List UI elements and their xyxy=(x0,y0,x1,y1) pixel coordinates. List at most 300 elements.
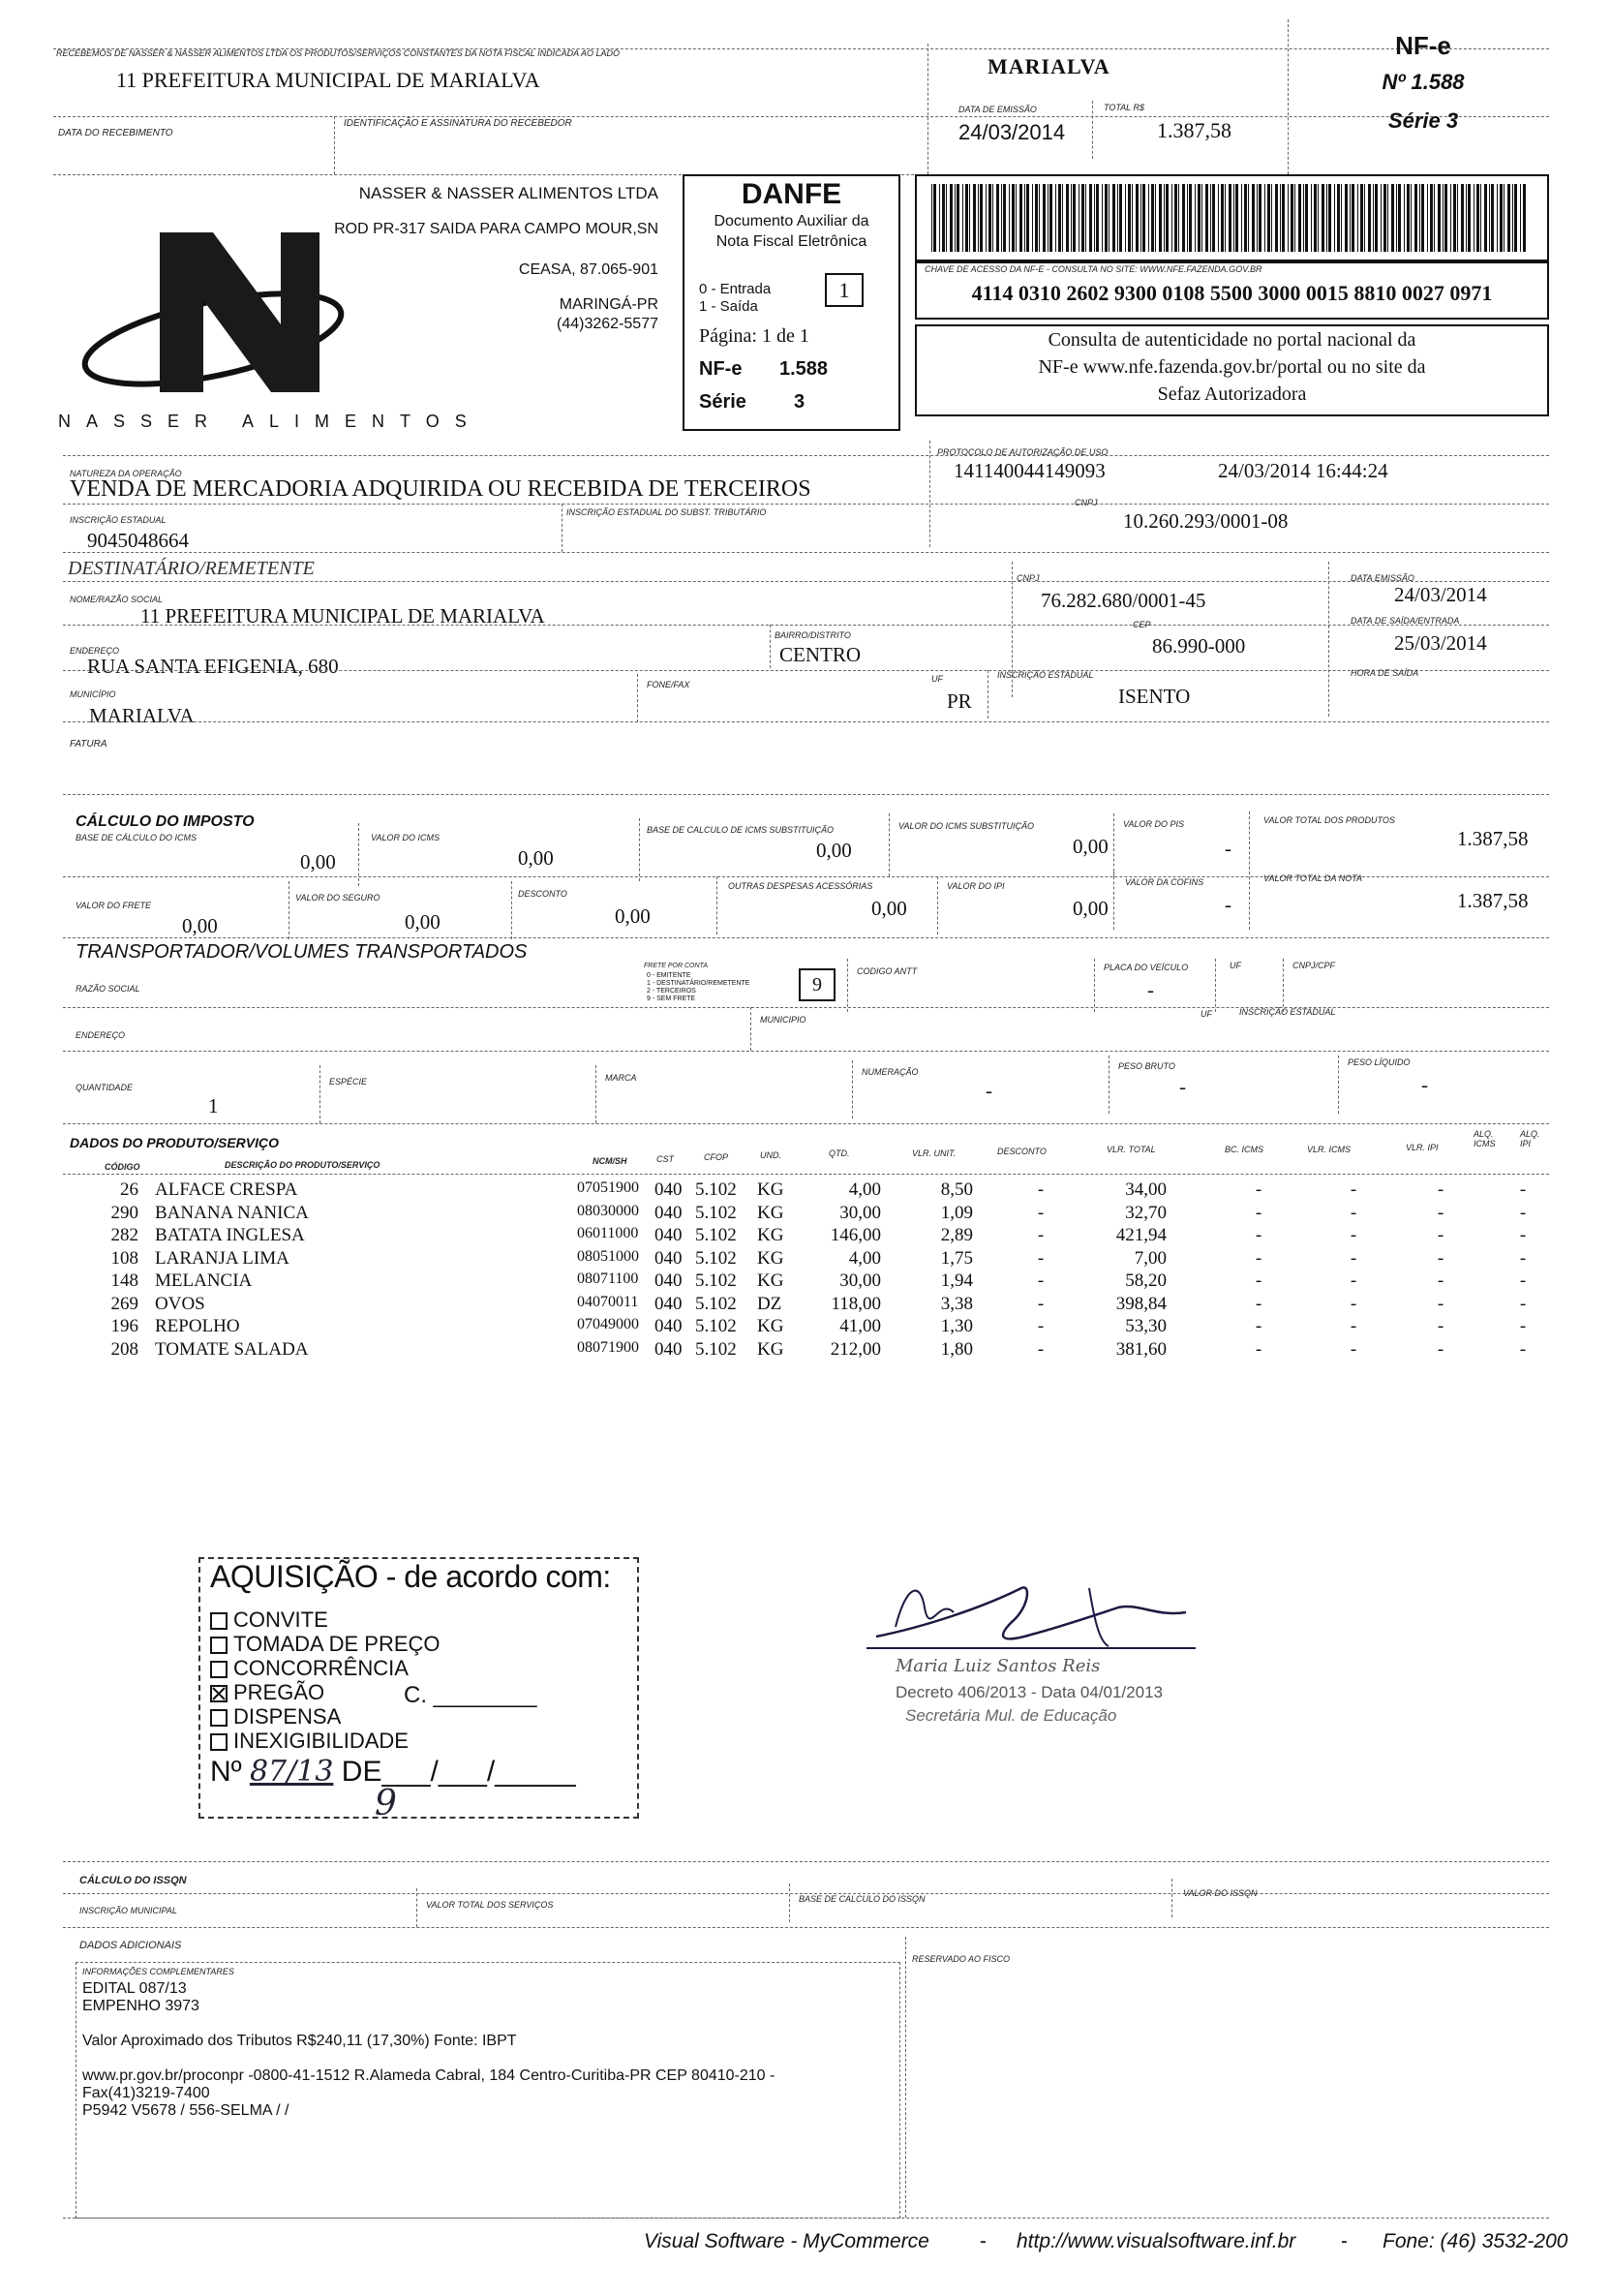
imp-divider-9 xyxy=(937,876,938,934)
base-st-value: 0,00 xyxy=(816,839,852,862)
cell-cst: 040 xyxy=(654,1179,683,1200)
cell-bc: - xyxy=(1255,1293,1262,1314)
col-ncm: NCM/SH xyxy=(593,1156,627,1166)
danfe-serie-label: Série xyxy=(699,391,746,413)
barcode-icon xyxy=(931,184,1532,252)
fone-label: FONE/FAX xyxy=(647,680,690,689)
dest-line-3 xyxy=(63,670,1549,671)
tr-line-3 xyxy=(63,1123,1549,1124)
col-aliq-ipi: ALQ. IPI xyxy=(1520,1129,1540,1148)
cell-cfop: 5.102 xyxy=(695,1293,737,1314)
bairro-value: CENTRO xyxy=(779,643,861,666)
frete-value: 0,00 xyxy=(182,914,218,937)
total-produtos-value: 1.387,58 xyxy=(1457,827,1529,850)
canhoto-numero: Nº 1.588 xyxy=(1382,70,1465,94)
valor-pis-value: - xyxy=(1225,837,1231,860)
col-vlr-icms: VLR. ICMS xyxy=(1307,1145,1352,1154)
base-icms-label: BASE DE CÁLCULO DO ICMS xyxy=(76,833,198,842)
cell-desconto: - xyxy=(1037,1247,1045,1269)
stamp-numero-line: Nº 87/13 DE___/___/_____ xyxy=(210,1755,576,1789)
issqn-valor-label: VALOR DO ISSQN xyxy=(1183,1888,1258,1898)
adicionais-section: DADOS ADICIONAIS xyxy=(79,1940,182,1951)
frete-options xyxy=(647,972,749,1003)
numeracao-label: NUMERAÇÃO xyxy=(862,1067,919,1077)
cell-aliq-icms: - xyxy=(1519,1179,1527,1200)
prod-bottom-line xyxy=(63,1861,1549,1862)
cell-cfop: 5.102 xyxy=(695,1225,737,1245)
desconto-label: DESCONTO xyxy=(518,889,567,899)
danfe-title: DANFE xyxy=(741,178,842,210)
stamp-numero-prefix: Nº xyxy=(210,1756,242,1788)
cell-bc: - xyxy=(1255,1225,1262,1245)
issqn-divider-1 xyxy=(416,1888,417,1927)
aquisicao-stamp xyxy=(198,1557,639,1823)
footer-phone: Fone: (46) 3532-200 xyxy=(1383,2230,1568,2252)
cell-bc: - xyxy=(1255,1202,1262,1223)
cell-aliq-icms: - xyxy=(1519,1338,1527,1360)
tr-divider-2 xyxy=(1094,959,1095,1012)
cell-codigo: 26 xyxy=(120,1179,138,1200)
cell-desconto: - xyxy=(1037,1225,1045,1245)
cell-ipi: - xyxy=(1437,1202,1444,1223)
cell-descricao: BANANA NANICA xyxy=(155,1202,309,1223)
placa-label: PLACA DO VEÍCULO xyxy=(1104,963,1189,972)
op-line-3 xyxy=(63,552,1549,553)
cell-vlr-unit: 1,94 xyxy=(940,1270,973,1291)
stamp-option-label: DISPENSA xyxy=(233,1704,342,1729)
emitente-address: ROD PR-317 SAIDA PARA CAMPO MOUR,SN xyxy=(334,221,658,237)
numeracao-value: - xyxy=(986,1079,992,1102)
valor-st-label: VALOR DO ICMS SUBSTITUIÇÃO xyxy=(898,821,1035,831)
col-vlr-unit: VLR. UNIT. xyxy=(912,1148,957,1158)
canhoto-serie: Série 3 xyxy=(1387,108,1459,133)
cell-desconto: - xyxy=(1037,1202,1045,1223)
peso-bruto-value: - xyxy=(1179,1075,1186,1098)
op-divider xyxy=(929,441,930,547)
cell-aliq-icms: - xyxy=(1519,1316,1527,1336)
cell-vlr-unit: 1,09 xyxy=(940,1202,973,1223)
cell-desconto: - xyxy=(1037,1338,1045,1360)
col-desconto: DESCONTO xyxy=(997,1147,1047,1156)
cell-aliq-icms: - xyxy=(1519,1247,1527,1269)
cell-icms: - xyxy=(1350,1270,1357,1291)
checkbox-icon xyxy=(210,1612,228,1630)
cell-ipi: - xyxy=(1437,1270,1444,1291)
canhoto-data-emissao: 24/03/2014 xyxy=(958,120,1066,144)
info-complementares-box xyxy=(76,1962,900,2219)
dest-cnpj-value: 76.282.680/0001-45 xyxy=(1041,589,1206,612)
valor-st-value: 0,00 xyxy=(1073,835,1109,858)
stamp-option xyxy=(210,1607,441,1632)
cep-label: CEP xyxy=(1133,620,1151,629)
stamp-de-label: DE xyxy=(341,1756,382,1788)
total-produtos-label: VALOR TOTAL DOS PRODUTOS xyxy=(1263,815,1395,825)
natureza-value: VENDA DE MERCADORIA ADQUIRIDA OU RECEBIDA DE TERCEIROS xyxy=(70,476,811,502)
info-label: INFORMAÇÕES COMPLEMENTARES xyxy=(82,1967,234,1976)
table-row xyxy=(0,1338,1527,1362)
cell-ncm: 08071100 xyxy=(577,1270,639,1287)
cell-codigo: 290 xyxy=(110,1202,138,1223)
imp-divider-7 xyxy=(511,881,512,939)
issqn-divider-2 xyxy=(789,1883,790,1922)
cell-descricao: MELANCIA xyxy=(155,1270,253,1291)
stamp-handwritten: 9 xyxy=(375,1784,397,1823)
consulta-line-1: Consulta de autenticidade no portal nacional da xyxy=(1048,329,1416,351)
destinatario-section: DESTINATÁRIO/REMETENTE xyxy=(68,558,315,579)
canhoto-data-emissao-label: DATA DE EMISSÃO xyxy=(958,105,1037,114)
base-st-label: BASE DE CALCULO DE ICMS SUBSTITUIÇÃO xyxy=(647,825,835,835)
cell-codigo: 269 xyxy=(110,1293,138,1314)
danfe-nfe-label: NF-e xyxy=(699,358,743,380)
consulta-line-2: NF-e www.nfe.fazenda.gov.br/portal ou no site da xyxy=(1038,356,1426,378)
canhoto-divider-3 xyxy=(1092,101,1093,159)
placa-value: - xyxy=(1147,978,1154,1001)
total-nota-value: 1.387,58 xyxy=(1457,889,1529,912)
tr-divider-4 xyxy=(1283,959,1284,1012)
checkbox-icon xyxy=(210,1637,228,1654)
cell-qtd: 146,00 xyxy=(830,1225,881,1245)
dest-divider-4 xyxy=(637,674,638,722)
cell-qtd: 4,00 xyxy=(848,1179,881,1200)
cell-qtd: 4,00 xyxy=(848,1247,881,1269)
col-aliq-icms: ALQ. ICMS xyxy=(1474,1129,1496,1148)
tr-ie-label: INSCRIÇÃO ESTADUAL xyxy=(1239,1007,1336,1017)
tr-municipio-label: MUNICIPIO xyxy=(760,1015,806,1025)
cell-desconto: - xyxy=(1037,1179,1045,1200)
municipio-value: MARIALVA xyxy=(89,704,195,727)
dest-ie-label: INSCRIÇÃO ESTADUAL xyxy=(997,670,1094,680)
stamp-option-label: CONCORRÊNCIA xyxy=(233,1656,409,1680)
cell-descricao: OVOS xyxy=(155,1293,205,1314)
cell-ipi: - xyxy=(1437,1179,1444,1200)
desconto-value: 0,00 xyxy=(615,904,651,928)
peso-liquido-label: PESO LÍQUIDO xyxy=(1348,1057,1411,1067)
imp-line-2 xyxy=(63,937,1549,938)
stamp-options xyxy=(210,1607,441,1753)
dest-data-emissao-value: 24/03/2014 xyxy=(1394,583,1487,606)
fatura-line xyxy=(63,794,1549,795)
imp-divider-3 xyxy=(889,813,890,876)
cep-value: 86.990-000 xyxy=(1152,634,1246,658)
cell-vlr-unit: 1,80 xyxy=(940,1338,973,1360)
canhoto-recebemos-text: RECEBEMOS DE NASSER & NASSER ALIMENTOS LTDA OS PRODUTOS/SERVIÇOS CONSTANTES DA NOTA FISCAL INDICADA AO LADO xyxy=(56,48,620,58)
cell-codigo: 148 xyxy=(110,1270,138,1291)
imp-divider-11 xyxy=(1249,872,1250,930)
stamp-option xyxy=(210,1632,441,1656)
cell-codigo: 196 xyxy=(110,1316,138,1336)
col-cfop: CFOP xyxy=(704,1152,729,1162)
issqn-im-label: INSCRIÇÃO MUNICIPAL xyxy=(79,1906,177,1915)
ie-value: 9045048664 xyxy=(87,529,189,552)
stamp-option xyxy=(210,1656,441,1680)
nome-value: 11 PREFEITURA MUNICIPAL DE MARIALVA xyxy=(140,604,545,628)
cell-und: DZ xyxy=(757,1293,782,1314)
cofins-value: - xyxy=(1225,893,1231,916)
cell-cst: 040 xyxy=(654,1338,683,1360)
dest-line-1 xyxy=(63,581,1549,582)
op-line-1 xyxy=(63,455,1549,456)
base-icms-value: 0,00 xyxy=(300,850,336,873)
seguro-value: 0,00 xyxy=(405,910,441,934)
cell-und: KG xyxy=(757,1247,784,1269)
tr-line-2 xyxy=(63,1051,1549,1052)
cell-aliq-icms: - xyxy=(1519,1225,1527,1245)
ie-label: INSCRIÇÃO ESTADUAL xyxy=(70,515,167,525)
produtos-section: DADOS DO PRODUTO/SERVIÇO xyxy=(70,1135,279,1150)
tr-divider-3 xyxy=(1215,959,1216,1012)
emitente-phone: (44)3262-5577 xyxy=(557,316,658,332)
frete-label: VALOR DO FRETE xyxy=(76,901,152,910)
cell-bc: - xyxy=(1255,1338,1262,1360)
cell-vlr-total: 34,00 xyxy=(1125,1179,1167,1200)
cofins-label: VALOR DA COFINS xyxy=(1125,877,1204,887)
cell-qtd: 212,00 xyxy=(830,1338,881,1360)
cell-vlr-unit: 1,75 xyxy=(940,1247,973,1269)
cell-aliq-icms: - xyxy=(1519,1270,1527,1291)
tr-uf2-label: UF xyxy=(1201,1009,1212,1019)
info-line xyxy=(82,2015,775,2033)
dest-line-2 xyxy=(63,625,1549,626)
cell-ncm: 07051900 xyxy=(577,1179,639,1196)
danfe-serie-num: 3 xyxy=(794,391,806,413)
cell-descricao: LARANJA LIMA xyxy=(155,1247,289,1269)
canhoto-destinatario: 11 PREFEITURA MUNICIPAL DE MARIALVA xyxy=(116,68,540,92)
cell-cst: 040 xyxy=(654,1316,683,1336)
cell-desconto: - xyxy=(1037,1316,1045,1336)
protocolo-label: PROTOCOLO DE AUTORIZAÇÃO DE USO xyxy=(937,447,1109,457)
danfe-saida: 1 - Saída xyxy=(699,298,758,315)
cell-qtd: 30,00 xyxy=(839,1202,881,1223)
transporte-section: TRANSPORTADOR/VOLUMES TRANSPORTADOS xyxy=(76,941,528,963)
cell-vlr-total: 58,20 xyxy=(1125,1270,1167,1291)
cell-und: KG xyxy=(757,1270,784,1291)
quantidade-value: 1 xyxy=(208,1094,219,1117)
bairro-label: BAIRRO/DISTRITO xyxy=(775,630,851,640)
cell-icms: - xyxy=(1350,1225,1357,1245)
cell-codigo: 208 xyxy=(110,1338,138,1360)
cell-cst: 040 xyxy=(654,1247,683,1269)
dest-divider-2 xyxy=(1328,562,1329,717)
cell-desconto: - xyxy=(1037,1270,1045,1291)
info-line: EMPENHO 3973 xyxy=(82,1998,199,2014)
imp-divider-5 xyxy=(1249,811,1250,874)
cell-vlr-unit: 3,38 xyxy=(940,1293,973,1314)
data-saida-label: DATA DE SAÍDA/ENTRADA xyxy=(1351,616,1460,626)
cell-vlr-unit: 1,30 xyxy=(940,1316,973,1336)
cell-qtd: 41,00 xyxy=(839,1316,881,1336)
danfe-nfe-num: 1.588 xyxy=(779,358,829,380)
canhoto-divider-4 xyxy=(1288,19,1289,174)
op-line-2 xyxy=(63,504,1549,505)
municipio-label: MUNICÍPIO xyxy=(70,689,116,699)
cell-und: KG xyxy=(757,1225,784,1245)
info-line: EDITAL 087/13 xyxy=(82,1980,187,1997)
imposto-section: CÁLCULO DO IMPOSTO xyxy=(76,813,255,830)
data-recebimento-label: DATA DO RECEBIMENTO xyxy=(58,128,173,138)
signature-decreto: Decreto 406/2013 - Data 04/01/2013 xyxy=(896,1683,1163,1701)
tr-endereco-label: ENDEREÇO xyxy=(76,1030,126,1040)
endereco-value: RUA SANTA EFIGENIA, 680 xyxy=(87,655,339,678)
chave-value: 4114 0310 2602 9300 0108 5500 3000 0015 8810 0027 0971 xyxy=(971,281,1493,305)
tr-divider-6 xyxy=(319,1065,320,1123)
cell-cfop: 5.102 xyxy=(695,1202,737,1223)
cell-cfop: 5.102 xyxy=(695,1247,737,1269)
cell-codigo: 108 xyxy=(110,1247,138,1269)
issqn-divider-3 xyxy=(1171,1879,1172,1917)
ipi-value: 0,00 xyxy=(1073,897,1109,920)
imp-divider-8 xyxy=(716,876,717,934)
cell-bc: - xyxy=(1255,1316,1262,1336)
valor-icms-label: VALOR DO ICMS xyxy=(371,833,441,842)
cell-icms: - xyxy=(1350,1316,1357,1336)
canhoto-divider-2 xyxy=(927,44,928,174)
frete-conta-label: FRETE POR CONTA xyxy=(644,963,708,969)
cell-icms: - xyxy=(1350,1202,1357,1223)
antt-label: CODIGO ANTT xyxy=(857,966,918,976)
issqn-section: CÁLCULO DO ISSQN xyxy=(79,1875,187,1886)
emitente-city: MARINGÁ-PR xyxy=(559,296,658,313)
dest-data-emissao-label: DATA EMISSÃO xyxy=(1351,573,1414,583)
tr-divider-8 xyxy=(852,1060,853,1118)
cell-vlr-total: 53,30 xyxy=(1125,1316,1167,1336)
checkbox-icon xyxy=(210,1733,228,1751)
table-row xyxy=(0,1247,1527,1270)
stamp-option-label: TOMADA DE PREÇO xyxy=(233,1632,441,1656)
canhoto-total: 1.387,58 xyxy=(1157,118,1231,142)
cell-aliq-icms: - xyxy=(1519,1202,1527,1223)
info-line: P5942 V5678 / 556-SELMA / / xyxy=(82,2102,289,2119)
dest-cnpj-label: CNPJ xyxy=(1017,573,1040,583)
stamp-option-label: PREGÃO xyxy=(233,1680,325,1704)
info-lines xyxy=(82,1980,775,2120)
cell-ncm: 04070011 xyxy=(577,1293,639,1310)
info-line xyxy=(82,2050,775,2067)
stamp-c-label: C. ________ xyxy=(404,1682,537,1708)
info-line: www.pr.gov.br/proconpr -0800-41-1512 R.Alameda Cabral, 184 Centro-Curitiba-PR CEP 80410-210 - xyxy=(82,2067,775,2084)
canhoto-city: MARIALVA xyxy=(988,54,1110,78)
adicionais-bottom-line xyxy=(63,2218,1549,2219)
protocolo-value: 141140044149093 xyxy=(954,459,1106,482)
identificacao-label: IDENTIFICAÇÃO E ASSINATURA DO RECEBEDOR xyxy=(344,118,572,129)
cell-und: KG xyxy=(757,1179,784,1200)
cell-bc: - xyxy=(1255,1270,1262,1291)
cell-descricao: BATATA INGLESA xyxy=(155,1225,305,1245)
checked-box-icon xyxy=(210,1685,228,1702)
col-und: UND. xyxy=(760,1150,781,1160)
danfe-entrada: 0 - Entrada xyxy=(699,281,772,297)
peso-liquido-value: - xyxy=(1421,1073,1428,1096)
cell-vlr-unit: 8,50 xyxy=(940,1179,973,1200)
marca-label: MARCA xyxy=(605,1073,637,1083)
stamp-option-label: INEXIGIBILIDADE xyxy=(233,1729,409,1753)
table-row xyxy=(0,1179,1527,1202)
stamp-option-label: CONVITE xyxy=(233,1607,328,1632)
col-bc-icms: BC. ICMS xyxy=(1225,1145,1264,1154)
col-codigo: CÓDIGO xyxy=(105,1162,140,1172)
table-row xyxy=(0,1270,1527,1293)
reservado-label: RESERVADO AO FISCO xyxy=(912,1954,1011,1964)
cell-cst: 040 xyxy=(654,1202,683,1223)
col-cst: CST xyxy=(656,1154,674,1164)
tr-divider-7 xyxy=(595,1065,596,1123)
cell-vlr-total: 32,70 xyxy=(1125,1202,1167,1223)
endereco-label: ENDEREÇO xyxy=(70,646,120,656)
cell-ncm: 07049000 xyxy=(577,1316,639,1332)
table-row xyxy=(0,1293,1527,1316)
col-vlr-ipi: VLR. IPI xyxy=(1406,1143,1439,1152)
cell-ipi: - xyxy=(1437,1293,1444,1314)
tr-divider-5 xyxy=(750,1007,751,1051)
cell-cst: 040 xyxy=(654,1293,683,1314)
issqn-total-label: VALOR TOTAL DOS SERVIÇOS xyxy=(426,1900,554,1910)
seguro-label: VALOR DO SEGURO xyxy=(295,893,380,903)
prod-header-line xyxy=(63,1174,1549,1175)
cell-cfop: 5.102 xyxy=(695,1179,737,1200)
cell-codigo: 282 xyxy=(110,1225,138,1245)
cnpj-emit-label: CNPJ xyxy=(1075,498,1098,507)
cell-bc: - xyxy=(1255,1179,1262,1200)
danfe-subtitle-2: Nota Fiscal Eletrônica xyxy=(715,233,867,250)
peso-bruto-label: PESO BRUTO xyxy=(1118,1061,1175,1071)
valor-icms-value: 0,00 xyxy=(518,846,554,870)
logo-text: NASSER ALIMENTOS xyxy=(58,412,482,431)
protocolo-data: 24/03/2014 16:44:24 xyxy=(1218,459,1388,482)
imp-divider-4 xyxy=(1113,813,1114,876)
stamp-option xyxy=(210,1729,441,1753)
especie-label: ESPÉCIE xyxy=(329,1077,368,1087)
total-nota-label: VALOR TOTAL DA NOTA xyxy=(1263,873,1363,883)
dest-line-4 xyxy=(63,721,1549,722)
cell-vlr-total: 381,60 xyxy=(1115,1338,1167,1360)
cell-cfop: 5.102 xyxy=(695,1270,737,1291)
cell-ipi: - xyxy=(1437,1247,1444,1269)
cell-vlr-total: 398,84 xyxy=(1115,1293,1167,1314)
fatura-label: FATURA xyxy=(70,739,107,750)
col-descricao: DESCRIÇÃO DO PRODUTO/SERVIÇO xyxy=(225,1160,380,1170)
imp-divider-10 xyxy=(1113,872,1114,930)
hora-saida-label: HORA DE SAÍDA xyxy=(1351,668,1419,678)
frete-option-0: 0 - EMITENTE xyxy=(647,972,691,979)
footer-url[interactable]: http://www.visualsoftware.inf.br xyxy=(1017,2230,1296,2252)
tr-cnpj-label: CNPJ/CPF xyxy=(1292,961,1336,970)
cell-icms: - xyxy=(1350,1338,1357,1360)
cell-descricao: TOMATE SALADA xyxy=(155,1338,309,1360)
danfe-tipo-box: 1 xyxy=(825,273,864,307)
valor-pis-label: VALOR DO PIS xyxy=(1123,819,1185,829)
ipi-label: VALOR DO IPI xyxy=(947,881,1005,891)
chave-label: CHAVE DE ACESSO DA NF-E - CONSULTA NO SITE: WWW.NFE.FAZENDA.GOV.BR xyxy=(925,264,1262,274)
cell-vlr-unit: 2,89 xyxy=(940,1225,973,1245)
signature-name: Maria Luiz Santos Reis xyxy=(896,1656,1101,1676)
quantidade-label: QUANTIDADE xyxy=(76,1083,134,1092)
table-row xyxy=(0,1316,1527,1338)
cell-descricao: REPOLHO xyxy=(155,1316,240,1336)
canhoto-total-label: TOTAL R$ xyxy=(1104,103,1145,112)
frete-option-1: 1 - DESTINATÁRIO/REMETENTE xyxy=(647,980,750,987)
cell-und: KG xyxy=(757,1338,784,1360)
cell-und: KG xyxy=(757,1316,784,1336)
issqn-line-2 xyxy=(63,1927,1549,1928)
dest-ie-value: ISENTO xyxy=(1118,685,1191,708)
cell-cfop: 5.102 xyxy=(695,1316,737,1336)
table-row xyxy=(0,1225,1527,1247)
cell-ipi: - xyxy=(1437,1225,1444,1245)
cell-vlr-total: 421,94 xyxy=(1115,1225,1167,1245)
cell-ipi: - xyxy=(1437,1316,1444,1336)
issqn-base-label: BASE DE CALCULO DO ISSQN xyxy=(799,1894,926,1904)
danfe-pagina: Página: 1 de 1 xyxy=(699,325,809,347)
canhoto-nfe: NF-e xyxy=(1395,31,1451,60)
